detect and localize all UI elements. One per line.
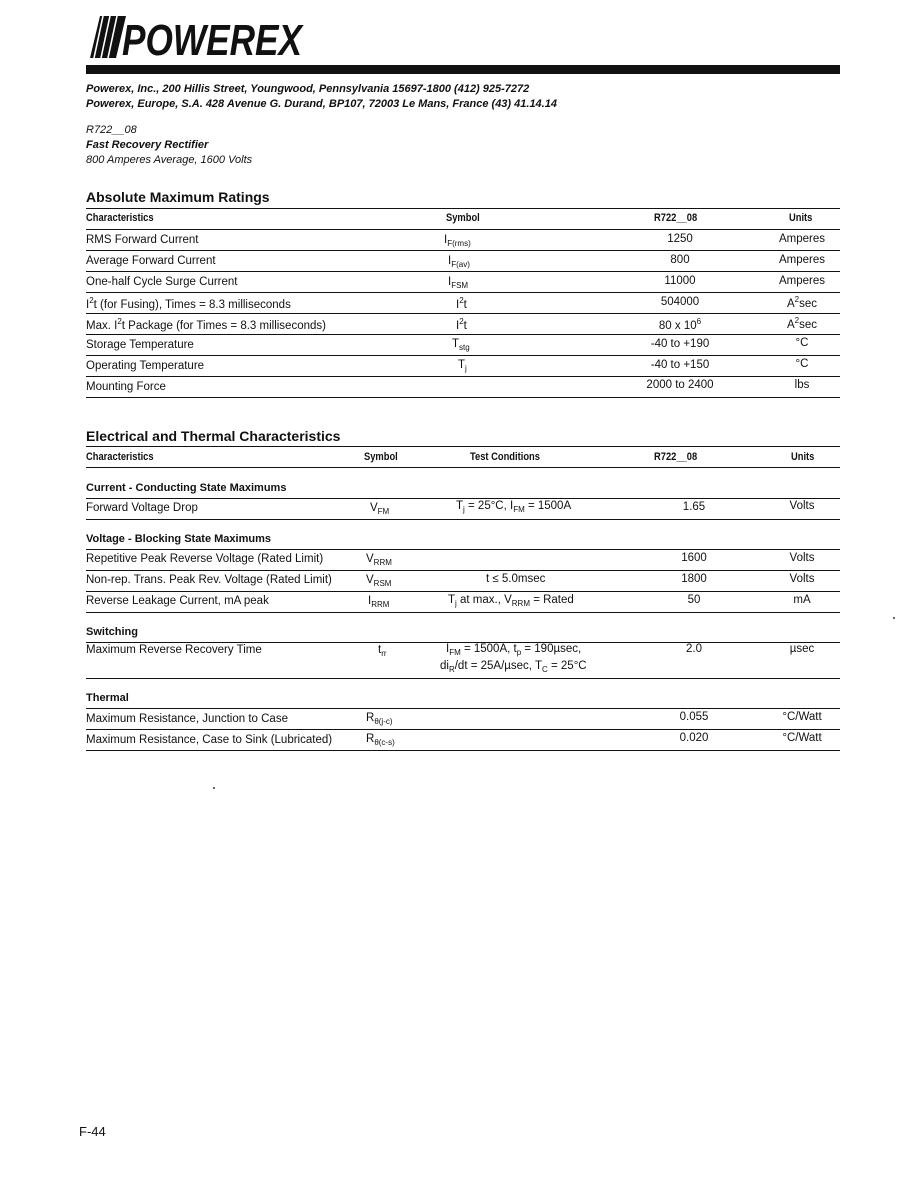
elec-row-char: Maximum Resistance, Case to Sink (Lubricated)	[86, 734, 333, 746]
abs-row-units: lbs	[794, 379, 810, 391]
abs-row-char: Average Forward Current	[86, 255, 216, 267]
row-rule	[86, 612, 840, 613]
elec-row-units: µsec	[789, 643, 815, 655]
row-rule	[86, 708, 840, 709]
abs-row-symbol: $I_{FSM}$	[448, 276, 469, 290]
part-description: Fast Recovery Rectifier	[86, 139, 209, 151]
abs-row-symbol: $T_j$	[458, 359, 467, 373]
abs-row-value: -40 to +190	[650, 338, 710, 350]
row-rule	[86, 313, 840, 314]
elec-row-symbol: $I_{RRM}$	[368, 595, 390, 609]
abs-row-char: Operating Temperature	[86, 360, 205, 372]
abs-max-title: Absolute Maximum Ratings	[86, 189, 270, 205]
header-rule	[86, 65, 840, 74]
elec-row-value: 50	[687, 594, 701, 606]
elec-row-symbol: $V_{FM}$	[370, 502, 390, 516]
elec-row-units: °C/Watt	[782, 732, 822, 744]
abs-row-value: 1250	[667, 233, 693, 245]
elec-row-value: 0.020	[679, 732, 709, 744]
abs-row-char: Max. $I^2t$ Package (for Times = 8.3 milliseconds)	[86, 317, 326, 332]
elec-row-conditions: $T_j = 25^\circ C$, $I_{FM} = 1500A$	[456, 500, 572, 514]
elec-row-conditions: $I_{FM} = 1500A$, $t_p = 190\mu\sec$,	[446, 643, 582, 657]
scan-speck	[893, 617, 895, 619]
row-rule	[86, 570, 840, 571]
abs-row-value: 2000 to 2400	[646, 379, 714, 391]
elec-row-value: 2.0	[686, 643, 702, 655]
abs-row-value: 800	[670, 254, 690, 266]
abs-row-symbol: $T_{stg}$	[452, 338, 470, 352]
abs-row-units: °C	[795, 358, 809, 370]
row-rule	[86, 729, 840, 730]
abs-row-units: °C	[795, 337, 809, 349]
address-eu: Powerex, Europe, S.A. 428 Avenue G. Durand, BP107, 72003 Le Mans, France (43) 41.14.14	[86, 98, 557, 110]
abs-row-value: 80 x $10^6$	[658, 317, 702, 332]
row-rule	[86, 292, 840, 293]
row-rule	[86, 397, 840, 398]
elec-row-units: mA	[793, 594, 811, 606]
abs-row-units: $A^2\sec$	[786, 295, 818, 310]
elec-row-units: °C/Watt	[782, 711, 822, 723]
abs-row-value: 504000	[660, 296, 700, 308]
elec-row-symbol: $R_{\theta(c-s)}$	[366, 733, 395, 747]
row-rule	[86, 549, 840, 550]
row-rule	[86, 498, 840, 499]
scan-speck	[213, 787, 215, 789]
group-thermal: Thermal	[86, 692, 129, 704]
elec-header-symbol: Symbol	[364, 451, 398, 463]
row-rule	[86, 334, 840, 335]
abs-header-units: Units	[789, 212, 813, 224]
row-rule	[86, 376, 840, 377]
abs-row-char: $I^2t$ (for Fusing), Times = 8.3 milliseconds	[86, 296, 291, 311]
abs-row-symbol: $I^2t$	[456, 296, 467, 311]
abs-row-char: RMS Forward Current	[86, 234, 199, 246]
elec-row-char: Repetitive Peak Reverse Voltage (Rated Limit)	[86, 553, 324, 565]
powerex-logo	[86, 14, 305, 65]
abs-row-units: Amperes	[778, 275, 826, 287]
elec-row-value: 1600	[681, 552, 707, 564]
group-voltage: Voltage - Blocking State Maximums	[86, 533, 272, 545]
abs-header-symbol: Symbol	[446, 212, 480, 224]
abs-row-symbol: $I^2t$	[456, 317, 467, 332]
abs-max-top-rule	[86, 208, 840, 209]
row-rule	[86, 355, 840, 356]
abs-row-units: Amperes	[778, 254, 826, 266]
elec-row-units: Volts	[789, 500, 815, 512]
address-us: Powerex, Inc., 200 Hillis Street, Youngwood, Pennsylvania 15697-1800 (412) 925-7272	[86, 83, 530, 95]
abs-header-rule	[86, 229, 840, 230]
elec-row-units: Volts	[789, 573, 815, 585]
row-rule	[86, 591, 840, 592]
elec-row-value: 0.055	[679, 711, 709, 723]
elec-header-char: Characteristics	[86, 451, 154, 463]
elec-row-conditions: t ≤ 5.0msec	[486, 573, 546, 585]
elec-row-char: Reverse Leakage Current, mA peak	[86, 595, 269, 607]
elec-row-value: 1.65	[682, 501, 706, 513]
row-rule	[86, 519, 840, 520]
abs-row-char: Storage Temperature	[86, 339, 194, 351]
row-rule	[86, 750, 840, 751]
part-number: R722__08	[86, 124, 137, 136]
elec-header-conditions: Test Conditions	[470, 451, 540, 463]
elec-row-units: Volts	[789, 552, 815, 564]
logo-wordmark: POWEREX	[122, 16, 305, 65]
group-current: Current - Conducting State Maximums	[86, 482, 287, 494]
elec-row-symbol: $t_{rr}$	[378, 644, 387, 658]
elec-header-rule	[86, 467, 840, 468]
elec-header-value: R722__08	[654, 451, 698, 463]
elec-title: Electrical and Thermal Characteristics	[86, 428, 341, 444]
abs-row-char: One-half Cycle Surge Current	[86, 276, 238, 288]
elec-row-symbol: $R_{\theta(j-c)}$	[366, 712, 393, 726]
abs-row-value: -40 to +150	[650, 359, 710, 371]
elec-row-char: Maximum Resistance, Junction to Case	[86, 713, 288, 725]
elec-row-value: 1800	[681, 573, 707, 585]
abs-row-units: $A^2\sec$	[786, 316, 818, 331]
elec-top-rule	[86, 446, 840, 447]
elec-header-units: Units	[791, 451, 815, 463]
abs-row-symbol: $I_{F(av)}$	[448, 255, 470, 269]
abs-row-char: Mounting Force	[86, 381, 166, 393]
abs-row-units: Amperes	[778, 233, 826, 245]
elec-row-symbol: $V_{RRM}$	[366, 553, 392, 567]
abs-row-symbol: $I_{F(rms)}$	[444, 234, 471, 248]
abs-header-value: R722__08	[654, 212, 698, 224]
elec-row-char: Forward Voltage Drop	[86, 502, 198, 514]
row-rule	[86, 271, 840, 272]
row-rule	[86, 678, 840, 679]
elec-row-conditions-2: $di_R/dt = 25A/\mu\sec$, $T_C = 25^\circ C$	[440, 660, 587, 674]
elec-row-symbol: $V_{RSM}$	[366, 574, 392, 588]
abs-header-char: Characteristics	[86, 212, 154, 224]
page-number: F-44	[79, 1124, 106, 1139]
elec-row-conditions: $T_j$ at max., $V_{RRM}$ = Rated	[448, 594, 574, 608]
elec-row-char: Maximum Reverse Recovery Time	[86, 644, 262, 656]
group-switching: Switching	[86, 626, 138, 638]
part-rating: 800 Amperes Average, 1600 Volts	[86, 154, 253, 166]
elec-row-char: Non-rep. Trans. Peak Rev. Voltage (Rated Limit)	[86, 574, 332, 586]
row-rule	[86, 250, 840, 251]
abs-row-value: 11000	[664, 275, 696, 287]
